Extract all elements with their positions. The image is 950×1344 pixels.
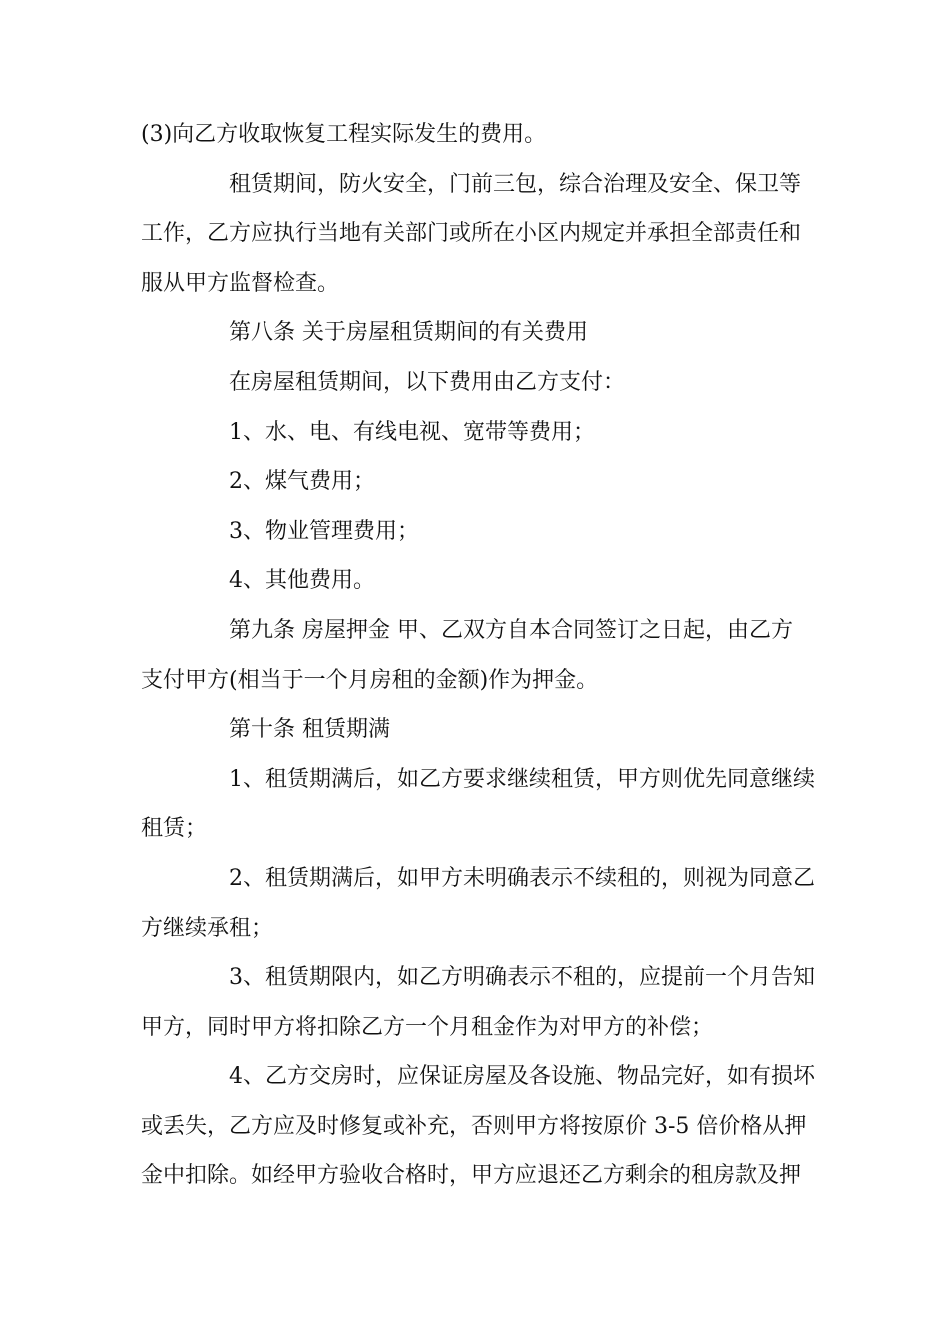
- text-line: 支付甲方(相当于一个月房租的金额)作为押金。: [141, 667, 599, 693]
- text-line: 租赁；: [141, 816, 208, 842]
- section-heading: 第十条 租赁期满: [229, 717, 390, 743]
- text-line: 在房屋租赁期间，以下费用由乙方支付：: [229, 369, 626, 395]
- text-line: (3)向乙方收取恢复工程实际发生的费用。: [141, 122, 547, 147]
- text-line: 工作，乙方应执行当地有关部门或所在小区内规定并承担全部责任和: [141, 221, 802, 247]
- text-line: 甲方，同时甲方将扣除乙方一个月租金作为对甲方的补偿；: [141, 1014, 714, 1040]
- text-line: 租赁期间，防火安全，门前三包，综合治理及安全、保卫等: [229, 171, 802, 197]
- list-item: 4、乙方交房时，应保证房屋及各设施、物品完好，如有损坏: [229, 1064, 815, 1090]
- text-line: 服从甲方监督检查。: [141, 270, 340, 296]
- list-item: 1、租赁期满后，如乙方要求继续租赁，甲方则优先同意继续: [229, 766, 815, 792]
- list-item: 4、其他费用。: [229, 568, 375, 594]
- text-line: 金中扣除。如经甲方验收合格时，甲方应退还乙方剩余的租房款及押: [141, 1163, 802, 1189]
- text-line: 或丢失，乙方应及时修复或补充，否则甲方将按原价 3-5 倍价格从押: [141, 1113, 807, 1139]
- list-item: 3、租赁期限内，如乙方明确表示不租的，应提前一个月告知: [229, 965, 815, 991]
- text-line: 方继续承租；: [141, 915, 274, 941]
- document-body: [141, 110, 815, 1201]
- section-heading: 第八条 关于房屋租赁期间的有关费用: [229, 320, 588, 346]
- list-item: 2、煤气费用；: [229, 469, 375, 495]
- section-heading: 第九条 房屋押金 甲、乙双方自本合同签订之日起，由乙方: [229, 617, 793, 643]
- list-item: 2、租赁期满后，如甲方未明确表示不续租的，则视为同意乙: [229, 865, 815, 891]
- list-item: 3、物业管理费用；: [229, 518, 419, 544]
- list-item: 1、水、电、有线电视、宽带等费用；: [229, 419, 595, 445]
